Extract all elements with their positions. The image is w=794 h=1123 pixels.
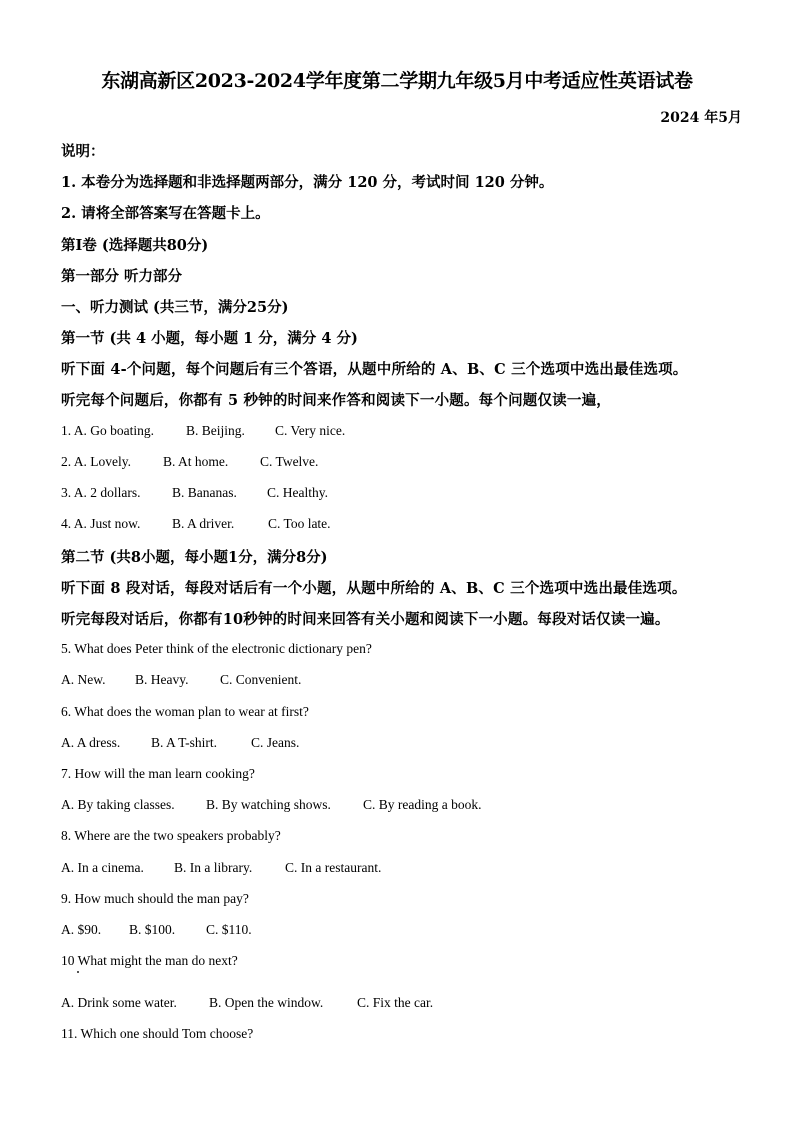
part-heading: 第一部分 听力部分 — [61, 268, 183, 285]
option-b: B. A driver. — [172, 516, 235, 531]
question-options-row — [61, 797, 481, 813]
option-c: C. Twelve. — [260, 454, 319, 469]
question-options-row — [61, 485, 328, 501]
question-options-row — [61, 922, 252, 938]
section1-description: 听下面 4-个问题，每个问题后有三个答语，从题中所给的 A、B、C 三个选项中选出最佳选项。 — [61, 361, 688, 378]
option-b: B. At home. — [163, 454, 229, 469]
question-options-row — [61, 423, 345, 439]
question-options-row — [61, 995, 433, 1011]
volume-heading: 第Ⅰ卷 (选择题共80分) — [61, 237, 209, 254]
section2-heading: 第二节 (共8小题，每小题1分，满分8分) — [61, 549, 328, 566]
option-c: C. Very nice. — [275, 423, 346, 438]
option-c: C. Jeans. — [251, 735, 300, 750]
instruction-item-1: 1. 本卷分为选择题和非选择题两部分，满分 120 分，考试时间 120 分钟。 — [61, 174, 554, 191]
stray-mark — [77, 971, 79, 973]
instructions-heading: 说明： — [61, 143, 105, 160]
question-text: 5. What does Peter think of the electronic dictionary pen? — [61, 641, 372, 656]
option-b: B. $100. — [129, 922, 176, 937]
option-c: C. In a restaurant. — [285, 860, 382, 875]
option-c: C. Fix the car. — [357, 995, 434, 1010]
question-text: 11. Which one should Tom choose? — [61, 1026, 254, 1041]
option-b: B. Beijing. — [186, 423, 245, 438]
option-a: A. $90. — [61, 922, 102, 937]
question-options-row — [61, 672, 301, 688]
option-a: 4. A. Just now. — [61, 516, 141, 531]
instruction-item-2: 2. 请将全部答案写在答题卡上。 — [61, 205, 270, 222]
option-b: B. Open the window. — [209, 995, 324, 1010]
option-a: A. Drink some water. — [61, 995, 177, 1010]
option-b: B. Bananas. — [172, 485, 237, 500]
question-options-row — [61, 735, 299, 751]
option-c: C. Too late. — [268, 516, 331, 531]
question-options-row — [61, 860, 381, 876]
option-a: 2. A. Lovely. — [61, 454, 131, 469]
option-a: A. In a cinema. — [61, 860, 144, 875]
exam-date: 2024 年5月 — [660, 110, 742, 126]
option-b: B. In a library. — [174, 860, 253, 875]
option-a: A. New. — [61, 672, 106, 687]
section1-description: 听完每个问题后，你都有 5 秒钟的时间来作答和阅读下一小题。每个问题仅读一遍， — [61, 392, 611, 409]
option-b: B. A T-shirt. — [151, 735, 218, 750]
question-text: 8. Where are the two speakers probably? — [61, 828, 281, 843]
section2-description: 听完每段对话后，你都有10秒钟的时间来回答有关小题和阅读下一小题。每段对话仅读一遍。 — [61, 611, 670, 628]
question-options-row — [61, 516, 331, 532]
option-c: C. By reading a book. — [363, 797, 482, 812]
option-c: C. Healthy. — [267, 485, 328, 500]
page-title: 东湖高新区2023-2024学年度第二学期九年级5月中考适应性英语试卷 — [101, 70, 693, 92]
question-text: 7. How will the man learn cooking? — [61, 766, 255, 781]
option-a: A. By taking classes. — [61, 797, 175, 812]
question-text: 10 What might the man do next? — [61, 953, 238, 968]
section1-heading: 第一节 (共 4 小题，每小题 1 分，满分 4 分) — [61, 330, 358, 347]
option-a: A. A dress. — [61, 735, 121, 750]
question-text: 6. What does the woman plan to wear at first? — [61, 704, 309, 719]
option-c: C. $110. — [206, 922, 252, 937]
section2-description: 听下面 8 段对话，每段对话后有一个小题，从题中所给的 A、B、C 三个选项中选出最佳选项。 — [61, 580, 687, 597]
question-options-row — [61, 454, 318, 470]
option-b: B. By watching shows. — [206, 797, 331, 812]
option-a: 1. A. Go boating. — [61, 423, 154, 438]
question-text: 9. How much should the man pay? — [61, 891, 249, 906]
listening-section-heading: 一、听力测试 (共三节，满分25分) — [61, 299, 289, 316]
option-b: B. Heavy. — [135, 672, 189, 687]
option-c: C. Convenient. — [220, 672, 302, 687]
option-a: 3. A. 2 dollars. — [61, 485, 141, 500]
